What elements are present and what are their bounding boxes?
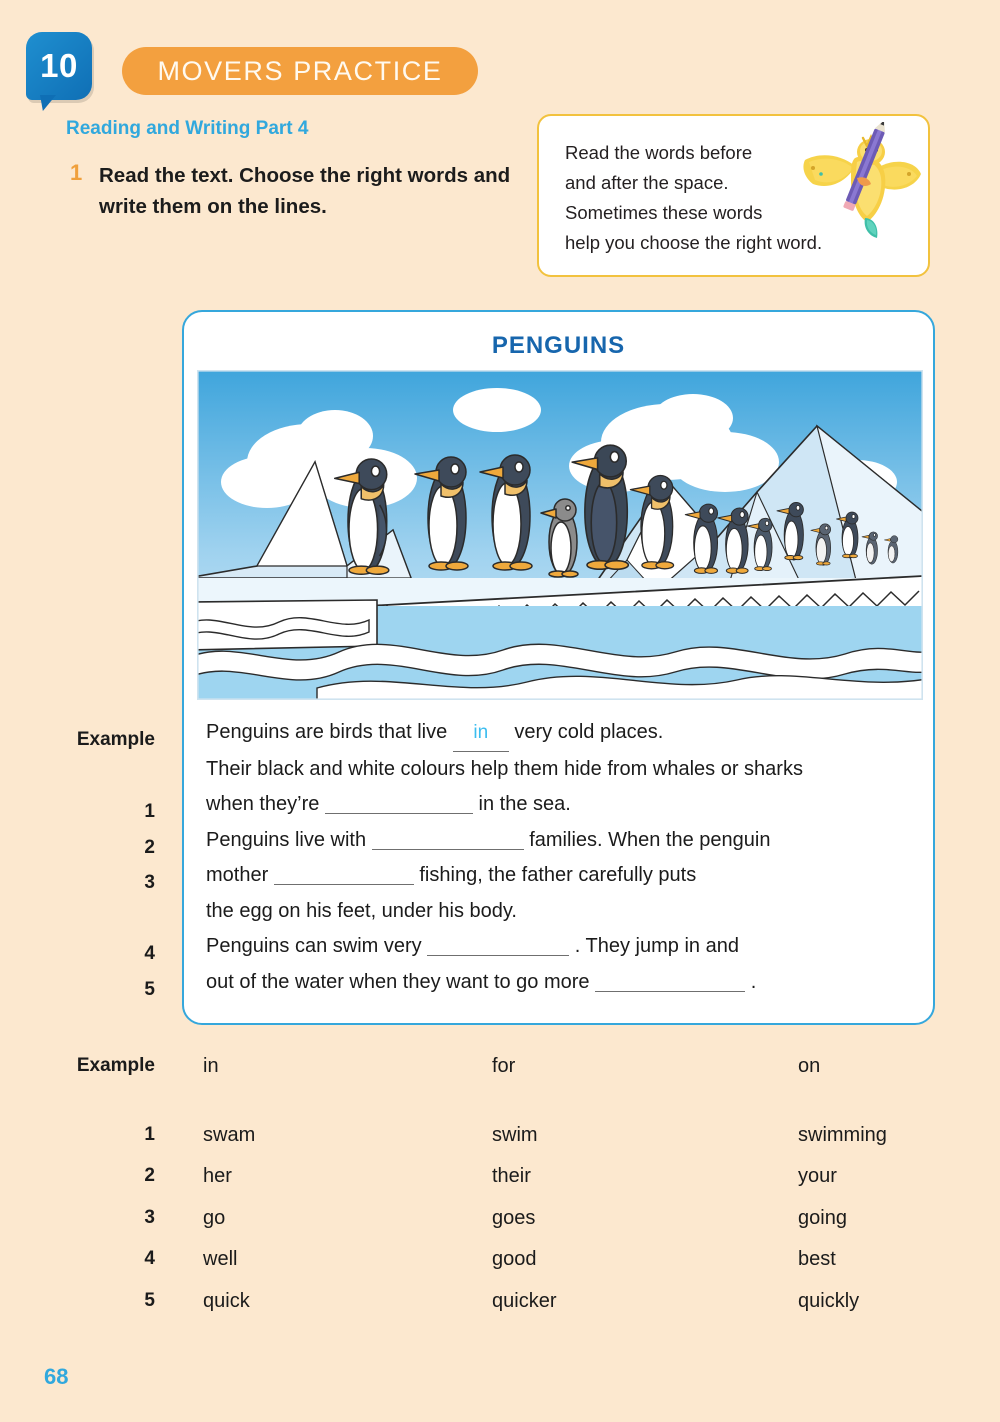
tip-line-2: and after the space. <box>565 172 729 193</box>
answer-blank-4[interactable] <box>427 934 569 956</box>
options-spacer <box>0 1097 1000 1124</box>
tip-box <box>537 114 930 277</box>
options-row-3-b[interactable]: goes <box>492 1206 536 1229</box>
options-row-1 <box>0 1124 1000 1166</box>
passage-line-2: Their black and white colours help them hide from whales or sharks <box>206 757 803 780</box>
options-row-example-a[interactable]: in <box>203 1055 219 1077</box>
options-row-example-c[interactable]: on <box>798 1055 821 1077</box>
passage-line-example <box>206 715 916 752</box>
passage-line-q4-pre: Penguins can swim very <box>206 935 422 957</box>
unit-number-label: 10 <box>40 47 78 84</box>
penguins-illustration <box>197 370 923 700</box>
answer-blank-2[interactable] <box>372 828 524 850</box>
passage-line-q5-pre: out of the water when they want to go more <box>206 970 590 993</box>
options-row-2-b[interactable]: their <box>492 1165 531 1187</box>
options-row-2-c[interactable]: your <box>798 1165 837 1187</box>
passage-line-q1 <box>206 787 916 823</box>
gutter-number-5: 5 <box>144 979 155 1000</box>
gutter-number-4: 4 <box>144 943 155 964</box>
gutter-number-1: 1 <box>144 801 155 822</box>
unit-number-badge <box>26 32 92 100</box>
options-row-4 <box>0 1248 1000 1290</box>
passage-line-q2 <box>206 823 916 859</box>
gutter-number-2: 2 <box>144 837 155 858</box>
options-row-4-b[interactable]: good <box>492 1248 537 1270</box>
example-answer: in <box>453 715 509 752</box>
bird-with-pencil-icon <box>799 122 924 240</box>
passage-line-q3-post: fishing, the father carefully puts <box>419 864 697 886</box>
passage-line-q2-post: families. When the penguin <box>529 828 771 851</box>
tip-line-1: Read the words before <box>565 142 753 163</box>
reading-passage-card <box>182 310 935 1025</box>
passage-line-q3 <box>206 858 916 894</box>
gutter-number-3: 3 <box>144 872 155 893</box>
options-row-3 <box>0 1207 1000 1249</box>
passage-line-example-pre: Penguins are birds that live <box>206 721 448 743</box>
passage-line-q4-post: . They jump in and <box>574 935 739 957</box>
options-row-5-a[interactable]: quick <box>203 1289 250 1312</box>
options-row-example-b[interactable]: for <box>492 1055 516 1077</box>
options-row-2 <box>0 1165 1000 1207</box>
options-row-1-c[interactable]: swimming <box>798 1123 887 1146</box>
answer-blank-1[interactable] <box>325 792 473 814</box>
options-row-4-label: 4 <box>144 1248 155 1269</box>
banner-title: MOVERS PRACTICE <box>157 55 443 86</box>
options-row-4-c[interactable]: best <box>798 1248 836 1270</box>
options-row-3-c[interactable]: going <box>798 1206 847 1229</box>
options-row-example-label: Example <box>76 1055 155 1076</box>
passage-line-example-post: very cold places. <box>514 721 664 743</box>
options-row-3-label: 3 <box>144 1206 155 1228</box>
options-row-1-b[interactable]: swim <box>492 1123 538 1146</box>
answer-blank-5[interactable] <box>595 970 745 992</box>
word-options-table <box>0 1055 1000 1331</box>
task-number: 1 <box>70 160 83 185</box>
passage-line-6: the egg on his feet, under his body. <box>206 899 517 922</box>
options-row-5-label: 5 <box>144 1289 155 1311</box>
passage-text <box>206 715 916 1000</box>
passage-line-q2-pre: Penguins live with <box>206 828 367 851</box>
page-number: 68 <box>44 1364 69 1389</box>
task-instruction: Read the text. Choose the right words and write them on the lines. <box>99 164 511 218</box>
options-row-4-a[interactable]: well <box>203 1248 238 1270</box>
options-row-2-a[interactable]: her <box>203 1165 232 1187</box>
options-row-3-a[interactable]: go <box>203 1206 226 1229</box>
passage-title: PENGUINS <box>491 332 626 359</box>
options-row-example <box>0 1055 1000 1097</box>
passage-line-q3-pre: mother <box>206 864 269 886</box>
options-row-1-a[interactable]: swam <box>203 1123 256 1146</box>
options-row-2-label: 2 <box>144 1165 155 1186</box>
answer-blank-3[interactable] <box>274 863 414 885</box>
practice-banner <box>122 47 478 95</box>
options-row-5-c[interactable]: quickly <box>798 1289 860 1312</box>
section-label: Reading and Writing Part 4 <box>66 118 309 139</box>
options-row-1-label: 1 <box>144 1123 155 1145</box>
options-row-5 <box>0 1290 1000 1332</box>
tip-line-3: Sometimes these words <box>565 202 763 223</box>
passage-line-q5 <box>206 965 916 1001</box>
passage-line-q4 <box>206 929 916 965</box>
passage-line-q1-pre: when they’re <box>206 793 320 815</box>
gutter-example: Example <box>76 729 155 750</box>
passage-line-q1-post: in the sea. <box>478 793 571 815</box>
tip-line-4: help you choose the right word. <box>565 232 823 253</box>
options-row-5-b[interactable]: quicker <box>492 1289 557 1312</box>
passage-line-q5-post: . <box>750 970 757 993</box>
